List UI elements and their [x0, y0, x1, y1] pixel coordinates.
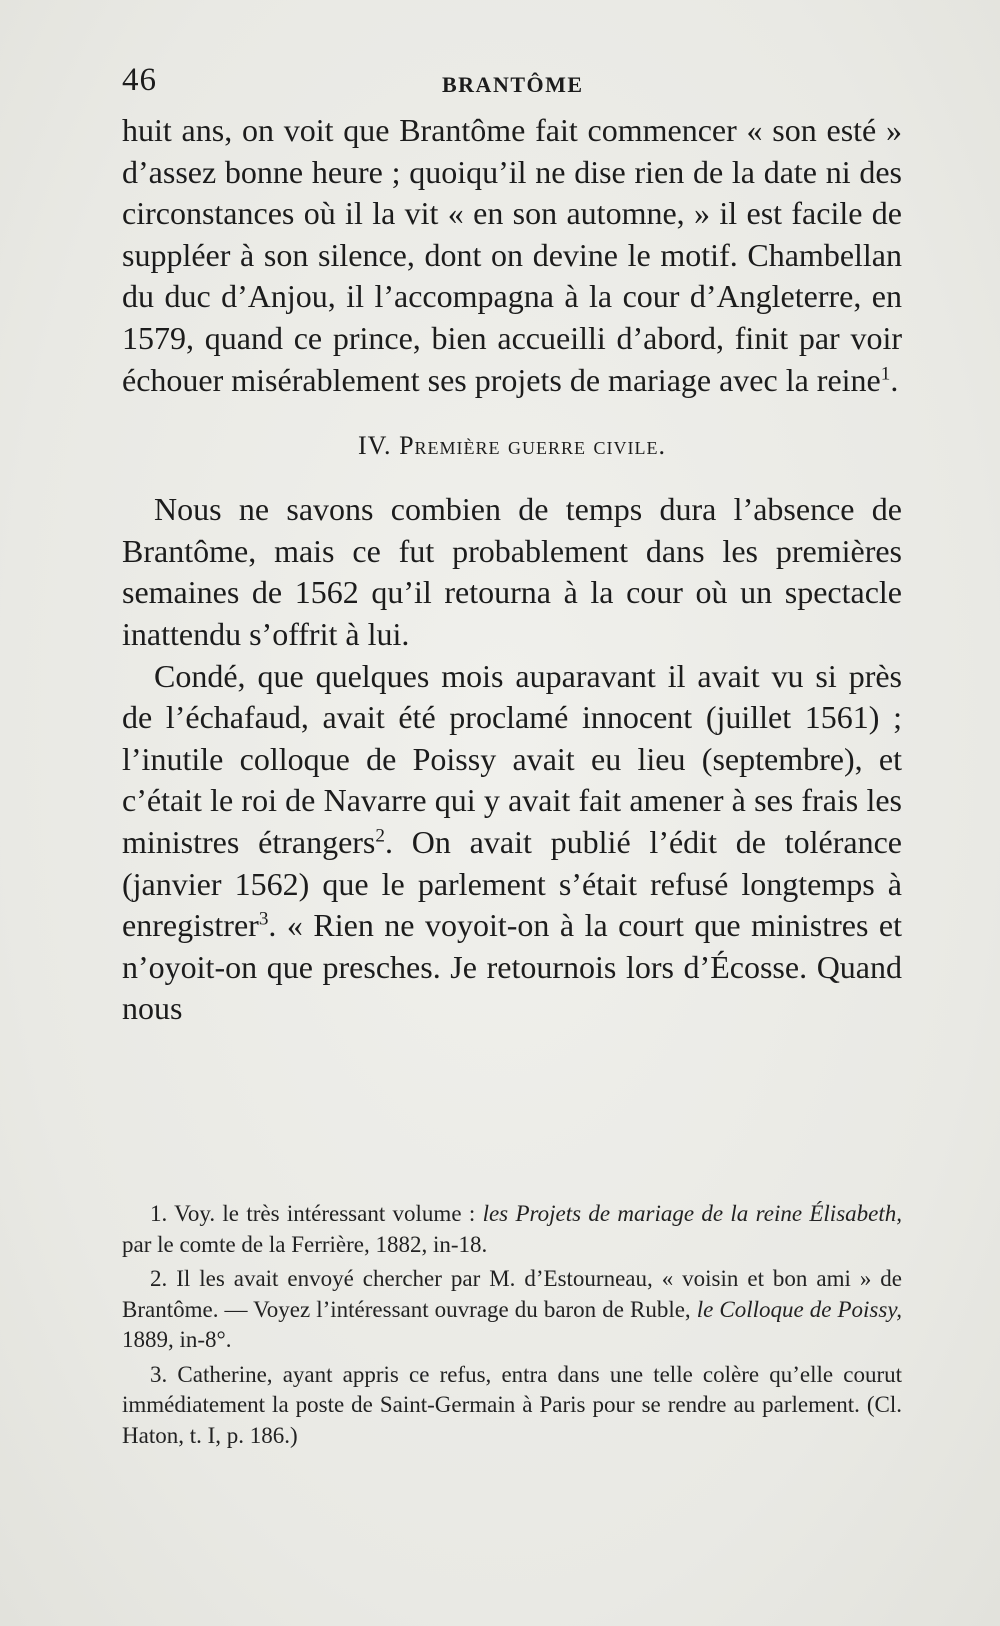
- running-head: [122, 62, 902, 102]
- page-number: 46: [122, 62, 157, 98]
- section-heading: [122, 429, 902, 463]
- paragraph-2: Nous ne savons combien de temps dura l’absence de Brantôme, mais ce fut probablement dans les premières semaines de 1562 qu’il retourna à la cour où un spectacle inattendu s’offrit à lui.: [122, 491, 902, 652]
- running-title: BRANTÔME: [442, 72, 584, 97]
- main-text: [122, 110, 902, 1030]
- paragraph-3: Condé, que quelques mois auparavant il avait vu si près de l’échafaud, avait été proclamé innocent (juillet 1561) ; l’inutile colloque de Poissy avait eu lieu (septembre), et c’était le roi de Navarre qui y avait fait amener à ses frais les ministres étrangers$^2$. On avait publié l’édit de tolérance (janvier 1562) que le parlement s’était refusé longtemps à enregistrer$^3$. « Rien ne voyoit-on à la court que ministres et n’oyoit-on que presches. Je retournois lors d’Écosse. Quand nous: [122, 657, 903, 1027]
- footnote-2: 2. Il les avait envoyé chercher par M. d’Estourneau, « voisin et bon ami » de Brantôme. — Voyez l’intéressant ouvrage du baron de Ruble, le Colloque de Poissy, 1889, in-8°.: [122, 1266, 903, 1352]
- footnote-3: 3. Catherine, ayant appris ce refus, entra dans une telle colère qu’elle courut immédiatement la poste de Saint-Germain à Paris pour se rendre au parlement. (Cl. Haton, t. I, p. 186.): [122, 1361, 903, 1448]
- footnote-1: 1. Voy. le très intéressant volume : les Projets de mariage de la reine Élisabeth, par le comte de la Ferrière, 1882, in-18.: [122, 1201, 902, 1257]
- footnote-ref-3: 3: [258, 908, 269, 930]
- section-title: Première guerre civile.: [399, 431, 667, 461]
- footnotes: [122, 1199, 902, 1455]
- footnote-ref-2: 2: [375, 825, 385, 847]
- paragraph-1: huit ans, on voit que Brantôme fait commencer « son esté » d’assez bonne heure ; quoiqu’il ne dise rien de la date ni des circonstances où il la vit « en son automne, » il est facile de suppléer à son silence, dont on devine le motif. Chambellan du duc d’Anjou, il l’accompagna à la cour d’Angleterre, en 1579, quand ce prince, bien accueilli d’abord, finit par voir échouer misérablement ses projets de mariage avec la reine$^1$.: [122, 112, 902, 398]
- footnote-ref-1: 1: [880, 362, 891, 384]
- section-number: IV.: [357, 431, 392, 461]
